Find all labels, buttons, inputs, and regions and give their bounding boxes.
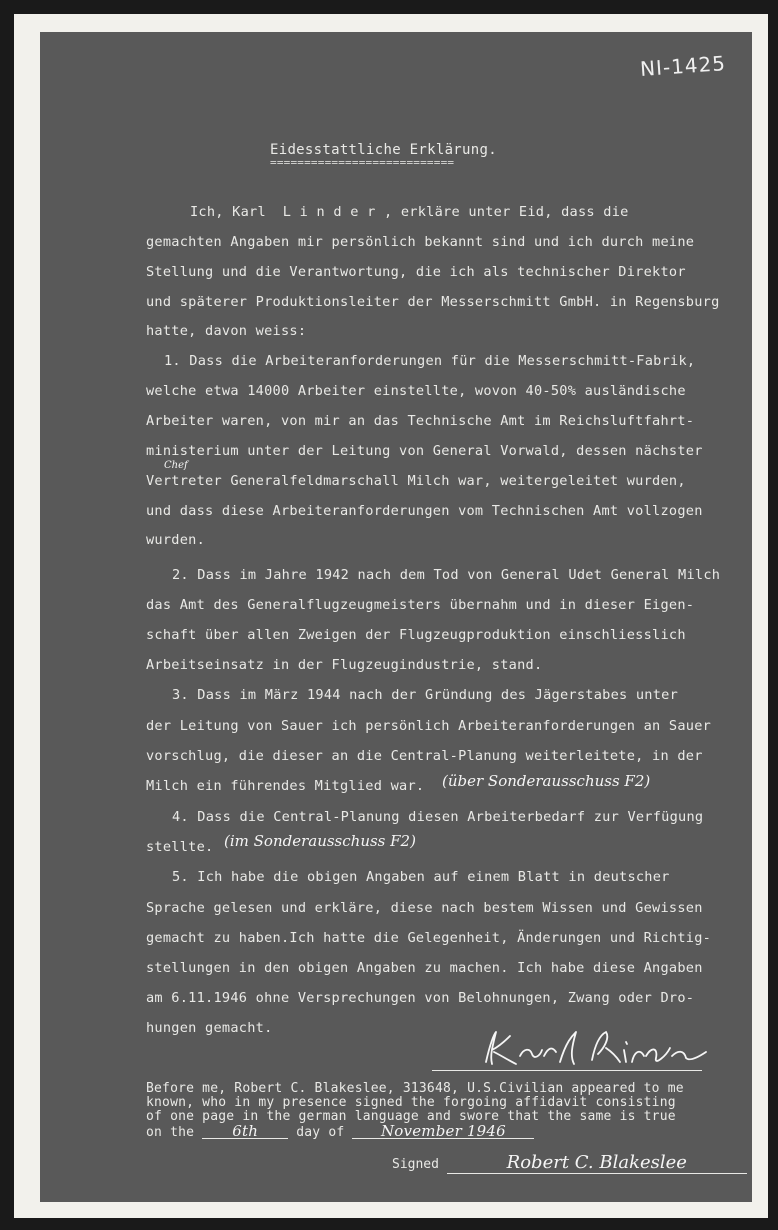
text-line: und späterer Produktionsleiter der Messerschmitt GmbH. in Regensburg	[146, 294, 720, 310]
signature-blakeslee: Robert C. Blakeslee	[447, 1152, 747, 1174]
text-line: schaft über allen Zweigen der Flugzeugproduktion einschliesslich	[146, 627, 686, 643]
certification-line-2: known, who in my presence signed the forgoing affidavit consisting	[146, 1095, 676, 1110]
day-of-label: day of	[296, 1125, 345, 1140]
document-title: Eidesstattliche Erklärung.	[270, 142, 497, 158]
text-line: Stellung und die Verantwortung, die ich als technischer Direktor	[146, 264, 686, 280]
text-line: gemacht zu haben.Ich hatte die Gelegenheit, Änderungen und Richtig-	[146, 930, 712, 946]
title-underline: ===========================	[270, 156, 455, 169]
day-field: 6th	[202, 1124, 288, 1139]
text-line: Vertreter Generalfeldmarschall Milch war, weitergeleitet wurden,	[146, 473, 686, 489]
text-line: ministerium unter der Leitung von General Vorwald, dessen nächster	[146, 443, 703, 459]
signature-line	[432, 1070, 702, 1071]
signature-linder-graphic	[480, 1026, 710, 1072]
affidavit-document	[40, 32, 752, 1202]
text-line: am 6.11.1946 ohne Versprechungen von Belohnungen, Zwang oder Dro-	[146, 990, 695, 1006]
text-line: und dass diese Arbeiteranforderungen vom Technischen Amt vollzogen	[146, 503, 703, 519]
text-line: Arbeiter waren, von mir an das Technische Amt im Reichsluftfahrt-	[146, 413, 695, 429]
text-line: hungen gemacht.	[146, 1020, 273, 1036]
paper-sheet	[14, 14, 768, 1218]
text-line: 4. Dass die Central-Planung diesen Arbeiterbedarf zur Verfügung	[172, 809, 704, 825]
text-line: stellte.	[146, 839, 214, 855]
on-the-label: on the	[146, 1125, 195, 1140]
signature-linder	[480, 1026, 710, 1076]
text-line: gemachten Angaben mir persönlich bekannt sind und ich durch meine	[146, 234, 695, 250]
text-line: hatte, davon weiss:	[146, 323, 307, 339]
certification-line-4	[146, 1124, 746, 1140]
text-line: Arbeitseinsatz in der Flugzeugindustrie, stand.	[146, 657, 543, 673]
text-line: stellungen in den obigen Angaben zu machen. Ich habe diese Angaben	[146, 960, 703, 976]
handwritten-correction: Chef	[164, 460, 188, 471]
signed-label: Signed	[392, 1157, 439, 1172]
text-line: Milch ein führendes Mitglied war.	[146, 778, 425, 794]
certification-line-1: Before me, Robert C. Blakeslee, 313648, U.S.Civilian appeared to me	[146, 1081, 684, 1096]
text-line: 5. Ich habe die obigen Angaben auf einem Blatt in deutscher	[172, 869, 670, 885]
handwritten-note-point-3: (über Sonderausschuss F2)	[442, 772, 651, 790]
certification-block	[146, 1082, 746, 1140]
text-line: Ich, Karl L i n d e r , erkläre unter Eid, dass die	[190, 204, 629, 220]
certification-line-3: of one page in the german language and swore that the same is true	[146, 1109, 676, 1124]
text-line: 1. Dass die Arbeiteranforderungen für die Messerschmitt-Fabrik,	[164, 353, 696, 369]
text-line: 3. Dass im März 1944 nach der Gründung des Jägerstabes unter	[172, 687, 679, 703]
signed-row	[392, 1152, 747, 1174]
reference-number: NI-1425	[639, 51, 727, 81]
text-line: der Leitung von Sauer ich persönlich Arbeiteranforderungen an Sauer	[146, 718, 712, 734]
text-line: wurden.	[146, 532, 206, 548]
text-line: vorschlug, die dieser an die Central-Planung weiterleitete, in der	[146, 748, 703, 764]
handwritten-note-point-4: (im Sonderausschuss F2)	[224, 832, 416, 850]
month-year-field: November 1946	[352, 1124, 534, 1139]
text-line: das Amt des Generalflugzeugmeisters übernahm und in dieser Eigen-	[146, 597, 695, 613]
text-line: 2. Dass im Jahre 1942 nach dem Tod von General Udet General Milch	[172, 567, 721, 583]
text-line: Sprache gelesen und erkläre, diese nach bestem Wissen und Gewissen	[146, 900, 703, 916]
text-line: welche etwa 14000 Arbeiter einstellte, wovon 40-50% ausländische	[146, 383, 686, 399]
